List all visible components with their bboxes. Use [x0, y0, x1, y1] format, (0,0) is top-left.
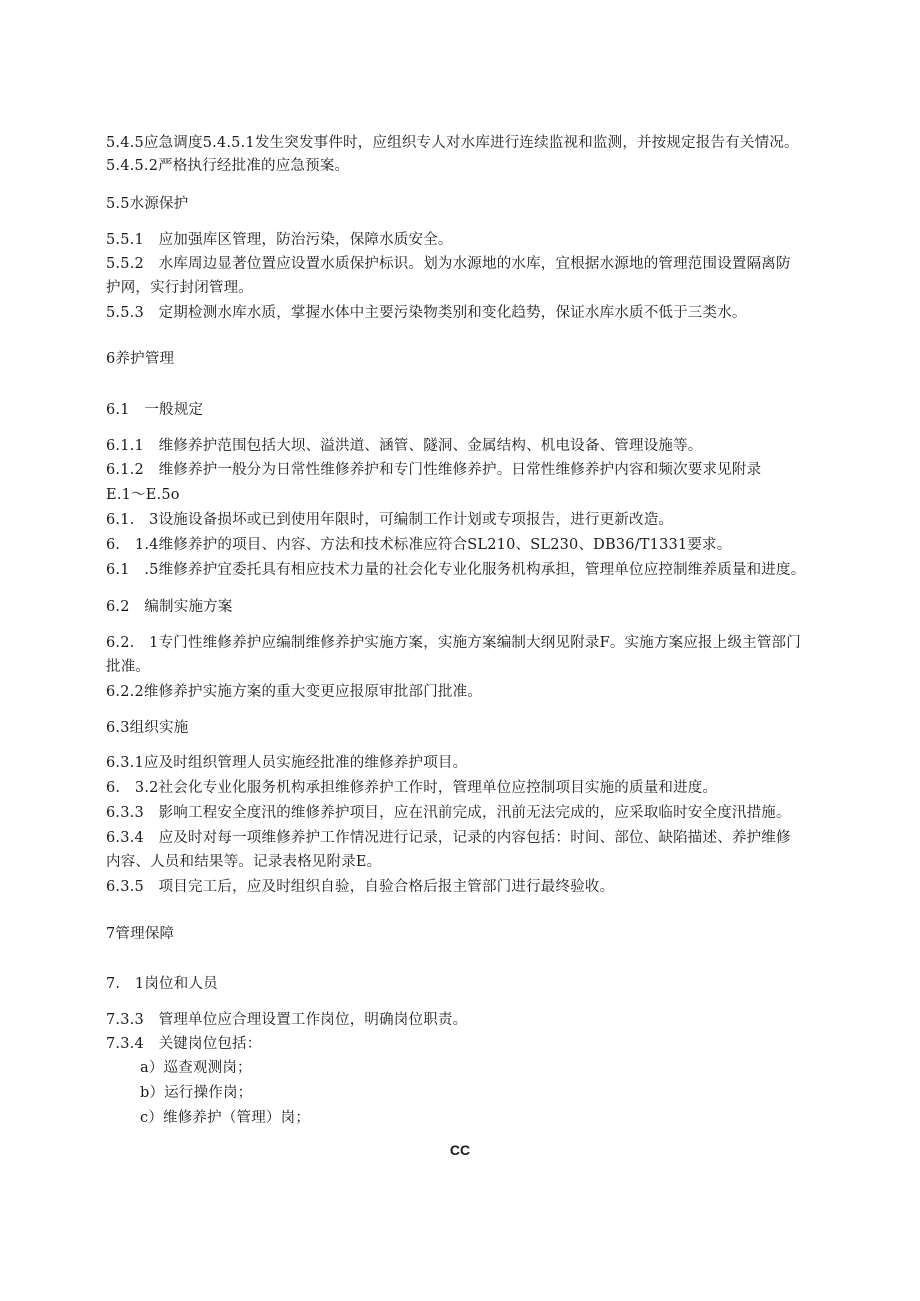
text-line: 6.3.5 项目完工后，应及时组织自验，自验合格后报主管部门进行最终验收。 — [106, 879, 615, 895]
text-line: 5.5.3 定期检测水库水质，掌握水体中主要污染物类别和变化趋势，保证水库水质不低于三类水。 — [106, 305, 747, 321]
text-line: 护网，实行封闭管理。 — [106, 280, 253, 296]
section-heading: 7. 1岗位和人员 — [106, 976, 218, 992]
section-heading: 5.5水源保护 — [106, 196, 189, 212]
text-line: 6. 1.4维修养护的项目、内容、方法和技术标准应符合SL210、SL230、DB36/T1331要求。 — [106, 537, 732, 553]
section-heading: 6.3组织实施 — [106, 720, 189, 736]
text-line: 7.3.4 关键岗位包括： — [106, 1036, 262, 1052]
text-line: E.1～E.5o — [106, 487, 180, 503]
text-line: 批准。 — [106, 659, 151, 675]
text-line: 5.4.5.2严格执行经批准的应急预案。 — [106, 158, 350, 174]
text-line: 6.1. 3设施设备损坏或已到使用年限时，可编制工作计划或专项报告，进行更新改造。 — [106, 512, 674, 528]
text-line: 6.3.1应及时组织管理人员实施经批准的维修养护项目。 — [106, 755, 468, 771]
text-line: 6.1 .5维修养护宜委托具有相应技术力量的社会化专业化服务机构承担，管理单位应控制维养质量和进度。 — [106, 562, 806, 578]
text-line: 6.2. 1专门性维修养护应编制维修养护实施方案，实施方案编制大纲见附录F。实施方案应报上级主管部门 — [106, 635, 801, 651]
text-line: 6.3.3 影响工程安全度汛的维修养护项目，应在汛前完成，汛前无法完成的，应采取临时安全度汛措施。 — [106, 805, 791, 821]
text-line: 5.4.5应急调度5.4.5.1发生突发事件时，应组织专人对水库进行连续监视和监测，并按规定报告有关情况。 — [106, 135, 799, 151]
text-line: 7.3.3 管理单位应合理设置工作岗位，明确岗位职责。 — [106, 1012, 468, 1028]
text-line: 5.5.2 水库周边显著位置应设置水质保护标识。划为水源地的水库，宜根据水源地的管理范围设置隔离防 — [106, 256, 791, 272]
section-heading: 6.2 编制实施方案 — [106, 599, 233, 615]
list-item: b）运行操作岗； — [140, 1085, 253, 1101]
chapter-heading: 6养护管理 — [106, 351, 175, 367]
text-line: 6.1.1 维修养护范围包括大坝、溢洪道、涵管、隧洞、金属结构、机电设备、管理设施等。 — [106, 438, 703, 454]
text-line: 6.3.4 应及时对每一项维修养护工作情况进行记录，记录的内容包括：时间、部位、缺陷描述、养护维修 — [106, 830, 791, 846]
list-item: c）维修养护（管理）岗； — [140, 1110, 311, 1126]
section-heading: 6.1 一般规定 — [106, 402, 204, 418]
text-line: 5.5.1 应加强库区管理，防治污染，保障水质安全。 — [106, 232, 453, 248]
text-line: 6.2.2维修养护实施方案的重大变更应报原审批部门批准。 — [106, 684, 482, 700]
text-line: 6. 3.2社会化专业化服务机构承担维修养护工作时，管理单位应控制项目实施的质量和进度。 — [106, 780, 718, 796]
text-line: 6.1.2 维修养护一般分为日常性维修养护和专门性维修养护。日常性维修养护内容和频次要求见附录 — [106, 462, 762, 478]
list-item: a）巡查观测岗； — [140, 1060, 252, 1076]
text-line: 内容、人员和结果等。记录表格见附录E。 — [106, 854, 382, 870]
chapter-heading: 7管理保障 — [106, 926, 175, 942]
page-footer: CC — [449, 1142, 471, 1158]
